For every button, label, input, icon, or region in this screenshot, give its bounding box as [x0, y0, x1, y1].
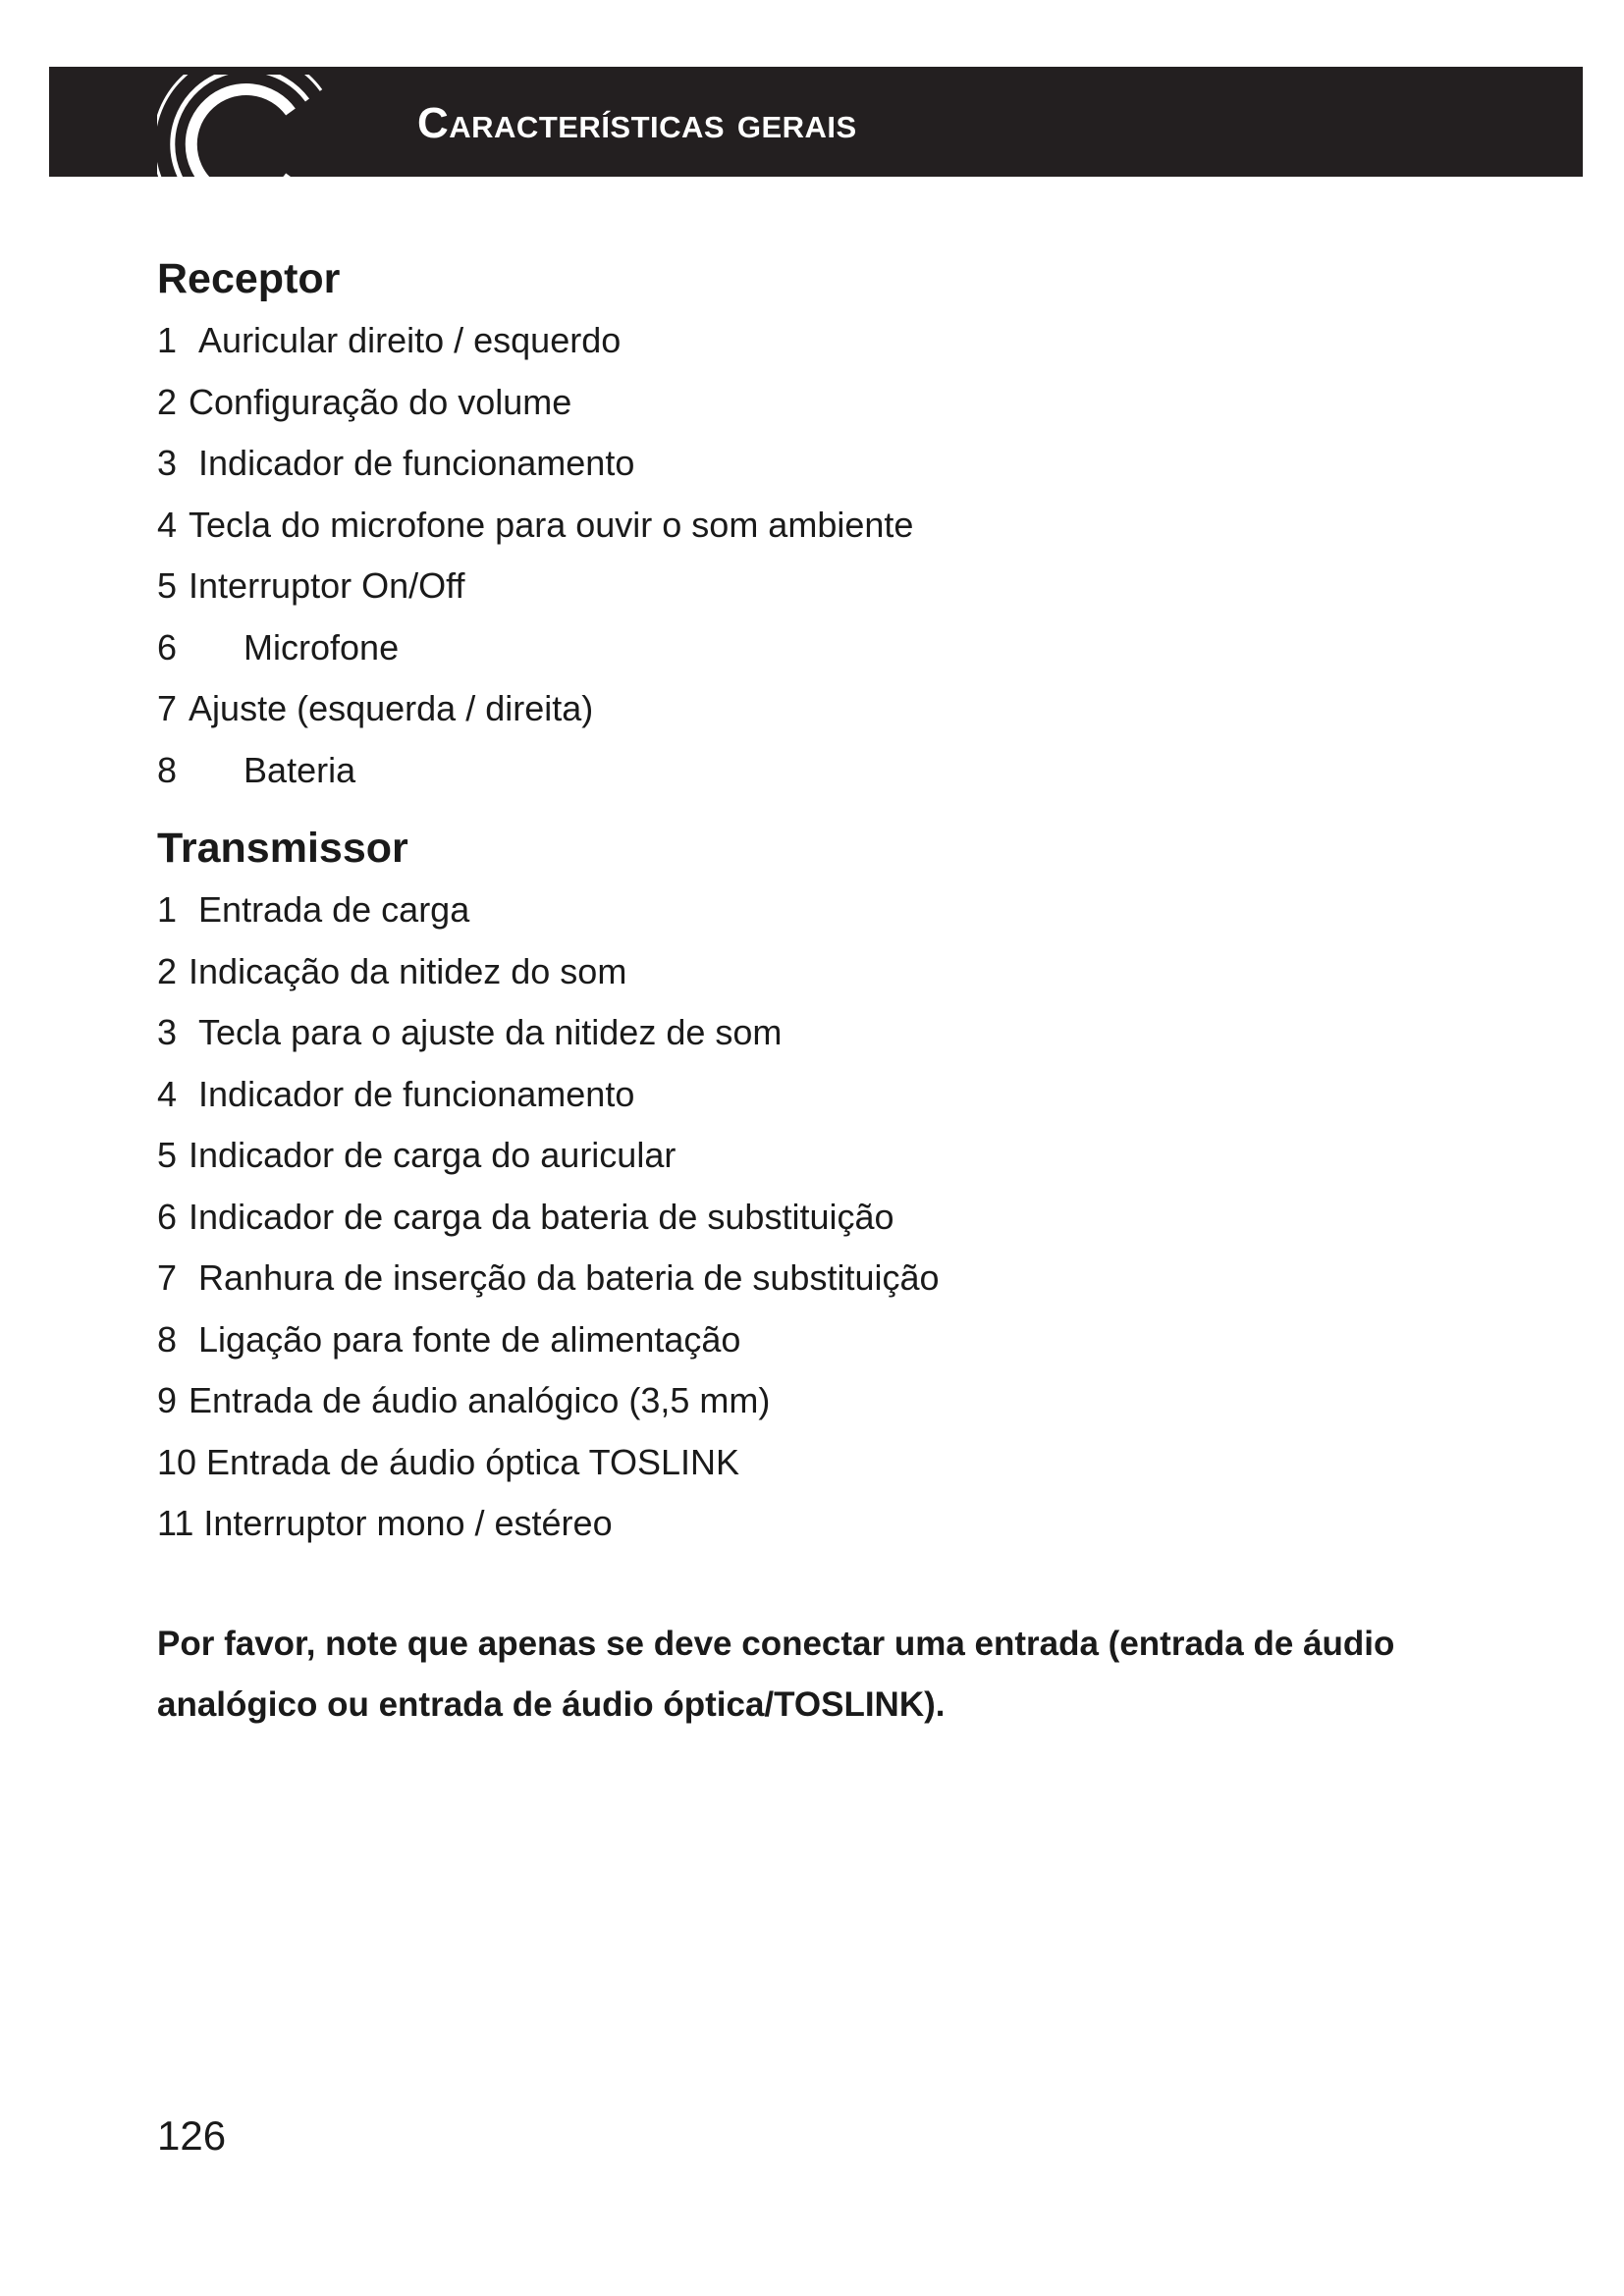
item-label: Bateria	[244, 749, 356, 790]
item-number: 2	[157, 950, 178, 991]
transmissor-title: Transmissor	[157, 825, 408, 872]
item-number: 3	[157, 1012, 178, 1052]
receptor-list	[157, 310, 1532, 801]
item-label: Indicador de funcionamento	[198, 1073, 635, 1114]
item-label: Entrada de áudio óptica TOSLINK	[206, 1441, 740, 1482]
list-item	[157, 1432, 1532, 1494]
list-item	[157, 1125, 1532, 1187]
item-label: Auricular direito / esquerdo	[198, 320, 622, 360]
item-label: Indicador de carga do auricular	[189, 1135, 677, 1175]
item-number: 1	[157, 320, 178, 360]
list-item	[157, 556, 1532, 617]
list-item	[157, 1309, 1532, 1371]
list-item	[157, 495, 1532, 557]
list-item	[157, 617, 1532, 679]
list-item	[157, 740, 1532, 802]
page-title: Características gerais	[417, 99, 857, 147]
receptor-title: Receptor	[157, 255, 341, 302]
item-number: 6	[157, 1196, 178, 1237]
content-area	[157, 247, 1532, 1735]
list-item	[157, 880, 1532, 941]
item-label: Indicação da nitidez do som	[189, 950, 627, 991]
item-number: 1	[157, 889, 178, 930]
item-number: 2	[157, 381, 178, 422]
item-number: 9	[157, 1380, 178, 1420]
list-item	[157, 433, 1532, 495]
list-item	[157, 1187, 1532, 1249]
page-number: 126	[157, 2112, 227, 2159]
item-label: Tecla para o ajuste da nitidez de som	[198, 1012, 783, 1052]
item-label: Ligação para fonte de alimentação	[198, 1318, 741, 1360]
list-item	[157, 1370, 1532, 1432]
item-number: 5	[157, 1135, 178, 1175]
item-number: 4	[157, 1073, 178, 1114]
section-header-bar	[49, 67, 1583, 177]
list-item	[157, 372, 1532, 434]
item-label: Ranhura de inserção da bateria de substituição	[198, 1257, 940, 1298]
transmissor-list	[157, 880, 1532, 1555]
connection-note: Por favor, note que apenas se deve conectar uma entrada (entrada de áudio analógico ou entrada de áudio óptica/TOSLINK).	[157, 1624, 1395, 1724]
list-item	[157, 1493, 1532, 1555]
item-label: Indicador de funcionamento	[198, 443, 635, 483]
item-number: 11	[157, 1503, 194, 1543]
c-circle-logo-icon	[157, 75, 344, 177]
item-label: Tecla do microfone para ouvir o som ambiente	[189, 504, 914, 545]
item-number: 8	[157, 749, 178, 790]
item-number: 5	[157, 565, 178, 606]
item-number: 7	[157, 1257, 178, 1298]
list-item	[157, 1002, 1532, 1064]
item-label: Entrada de carga	[198, 889, 470, 930]
item-number: 3	[157, 443, 178, 483]
list-item	[157, 678, 1532, 740]
list-item	[157, 1064, 1532, 1126]
item-number: 7	[157, 688, 178, 728]
item-label: Configuração do volume	[189, 381, 572, 422]
item-number: 6	[157, 626, 178, 667]
list-item	[157, 310, 1532, 372]
item-number: 4	[157, 504, 178, 545]
item-label: Indicador de carga da bateria de substituição	[189, 1196, 894, 1237]
item-label: Microfone	[244, 626, 400, 667]
item-label: Interruptor On/Off	[189, 565, 465, 606]
list-item	[157, 941, 1532, 1003]
item-label: Entrada de áudio analógico (3,5 mm)	[189, 1380, 771, 1420]
item-number: 10	[157, 1441, 197, 1482]
item-label: Ajuste (esquerda / direita)	[189, 688, 594, 728]
list-item	[157, 1248, 1532, 1309]
item-label: Interruptor mono / estéreo	[203, 1503, 613, 1543]
item-number: 8	[157, 1318, 178, 1360]
